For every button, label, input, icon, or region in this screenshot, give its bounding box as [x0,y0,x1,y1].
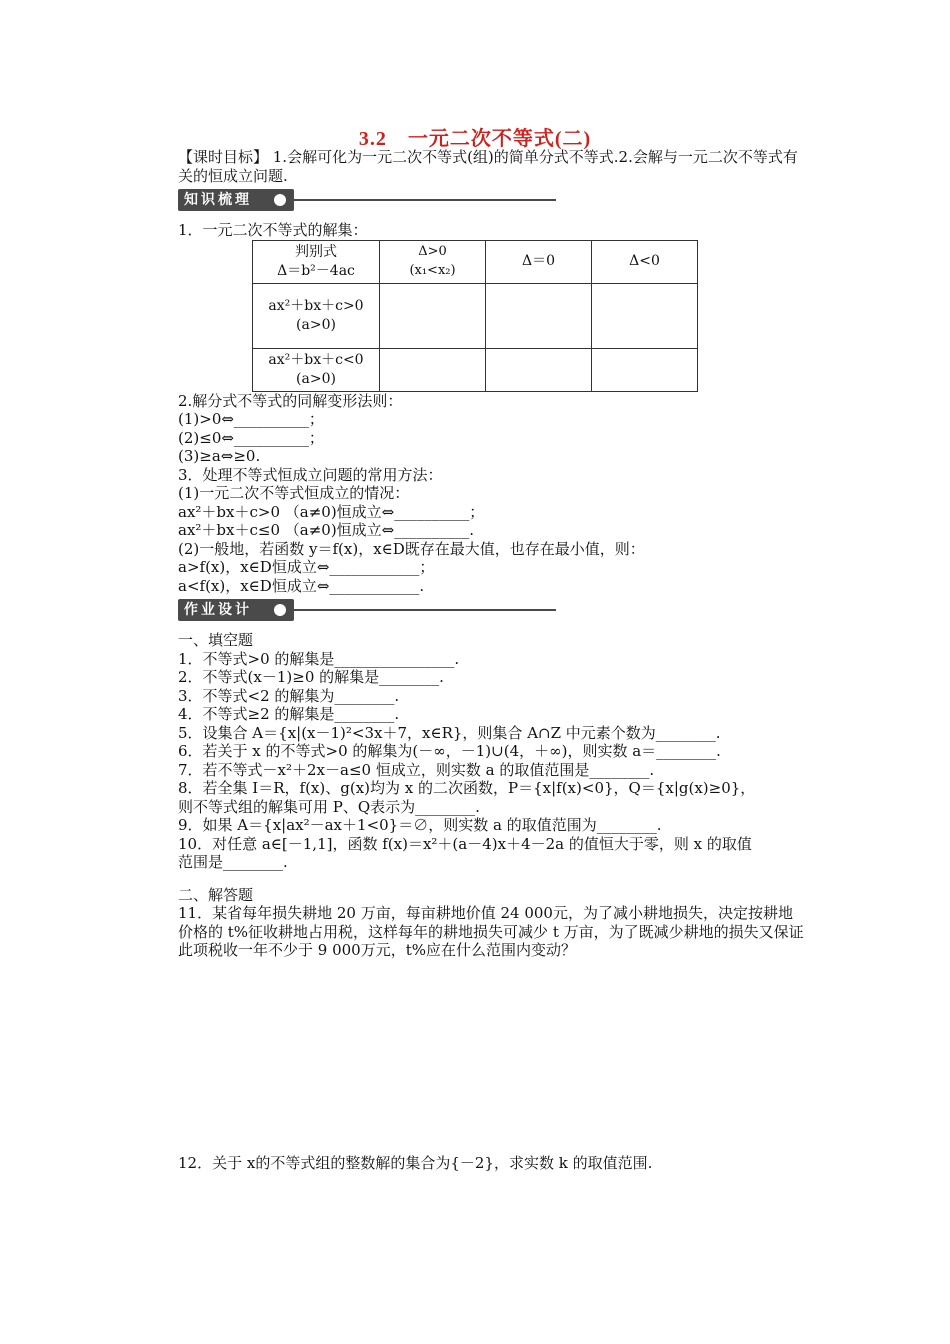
fill-question: 1．不等式>0 的解集是________________. [178,649,460,668]
knowledge-line: a>f(x)，x∈D恒成立⇔____________； [178,558,435,576]
knowledge-line: ax²＋bx＋c>0 （a≠0)恒成立⇔__________； [178,502,485,521]
section-header-homework [178,599,806,625]
table-cell [486,348,592,391]
fill-section-title: 一、填空题 [178,631,254,649]
fill-question: 6．若关于 x 的不等式>0 的解集为(－∞，－1)∪(4，＋∞)，则实数 a＝________. [178,742,721,760]
table-cell [486,283,592,348]
knowledge-item-1: 1．一元二次不等式的解集： [178,221,368,239]
fill-question: 8．若全集 I＝R，f(x)、g(x)均为 x 的二次函数，P＝{x|f(x)<0}，Q＝{x|g(x)≥0}， [178,779,756,797]
solve-question-11: 11．某省每年损失耕地 20 万亩，每亩耕地价值 24 000元，为了减小耕地损失，决定按耕地价格的 t%征收耕地占用税，这样每年的耕地损失可减少 t 万亩，为了既减少耕地的损失又保证此项税收一年不少于 9 000万元，t%应在什么范围内变动？ [178,904,804,959]
section-tag: 作业设计 [178,599,294,621]
table-row-label: ax²＋bx＋c>0 (a>0) [253,283,380,348]
fill-question: 3．不等式<2 的解集为________. [178,686,400,705]
table-header-cell: Δ>0 (x₁<x₂) [380,240,486,283]
knowledge-line: 2.解分式不等式的同解变形法则： [178,391,403,410]
section-rule [294,199,556,201]
solution-set-table [252,240,698,392]
fill-question: 则不等式组的解集可用 P、Q表示为________. [178,797,480,816]
fill-question: 范围是________. [178,853,288,871]
solve-question-12: 12．关于 x的不等式组的整数解的集合为{－2}，求实数 k 的取值范围. [178,1154,653,1172]
solve-section-title: 二、解答题 [178,885,254,904]
fill-question: 9．如果 A＝{x|ax²－ax＋1<0}＝∅，则实数 a 的取值范围为________. [178,816,662,834]
page-title: 3.2 一元二次不等式(二) [358,128,592,150]
table-header-cell: Δ<0 [592,240,698,283]
lesson-objective: 【课时目标】 1.会解可化为一元二次不等式(组)的简单分式不等式.2.会解与一元二次不等式有关的恒成立问题. [178,148,798,185]
fill-question: 4．不等式≥2 的解集是________. [178,705,400,723]
spacer [178,872,806,886]
fill-question: 5．设集合 A＝{x|(x－1)²<3x＋7，x∈R}，则集合 A∩Z 中元素个数为________. [178,723,721,742]
table-cell [592,283,698,348]
table-cell [592,348,698,391]
section-tag: 知识梳理 [178,189,294,211]
knowledge-line: ax²＋bx＋c≤0 （a≠0)恒成立⇔__________. [178,521,475,539]
knowledge-line: (1)一元二次不等式恒成立的情况： [178,484,410,502]
circle-icon [274,604,286,616]
content [178,148,806,960]
table-row-label: ax²＋bx＋c<0 (a>0) [253,348,380,391]
fill-question: 10．对任意 a∈[－1,1]，函数 f(x)＝x²＋(a－4)x＋4－2a 的值恒大于零，则 x 的取值 [178,834,752,853]
table-header-cell: Δ＝0 [486,240,592,283]
section-rule [294,609,556,611]
section-header-knowledge [178,189,806,215]
table-cell [380,283,486,348]
fill-question: 7．若不等式－x²＋2x－a≤0 恒成立，则实数 a 的取值范围是________. [178,760,655,779]
circle-icon [274,194,286,206]
fill-question: 2．不等式(x－1)≥0 的解集是________. [178,668,444,686]
knowledge-line: 3．处理不等式恒成立问题的常用方法： [178,465,443,484]
table-header-cell: 判别式 Δ＝b²－4ac [253,240,380,283]
knowledge-line: (2)≤0⇔__________； [178,428,324,447]
knowledge-line: (2)一般地，若函数 y＝f(x)，x∈D既存在最大值，也存在最小值，则： [178,539,645,558]
knowledge-line: (1)>0⇔__________； [178,410,324,428]
knowledge-line: (3)≥a⇔≥0. [178,447,261,465]
table-cell [380,348,486,391]
knowledge-line: a<f(x)，x∈D恒成立⇔____________. [178,576,425,595]
